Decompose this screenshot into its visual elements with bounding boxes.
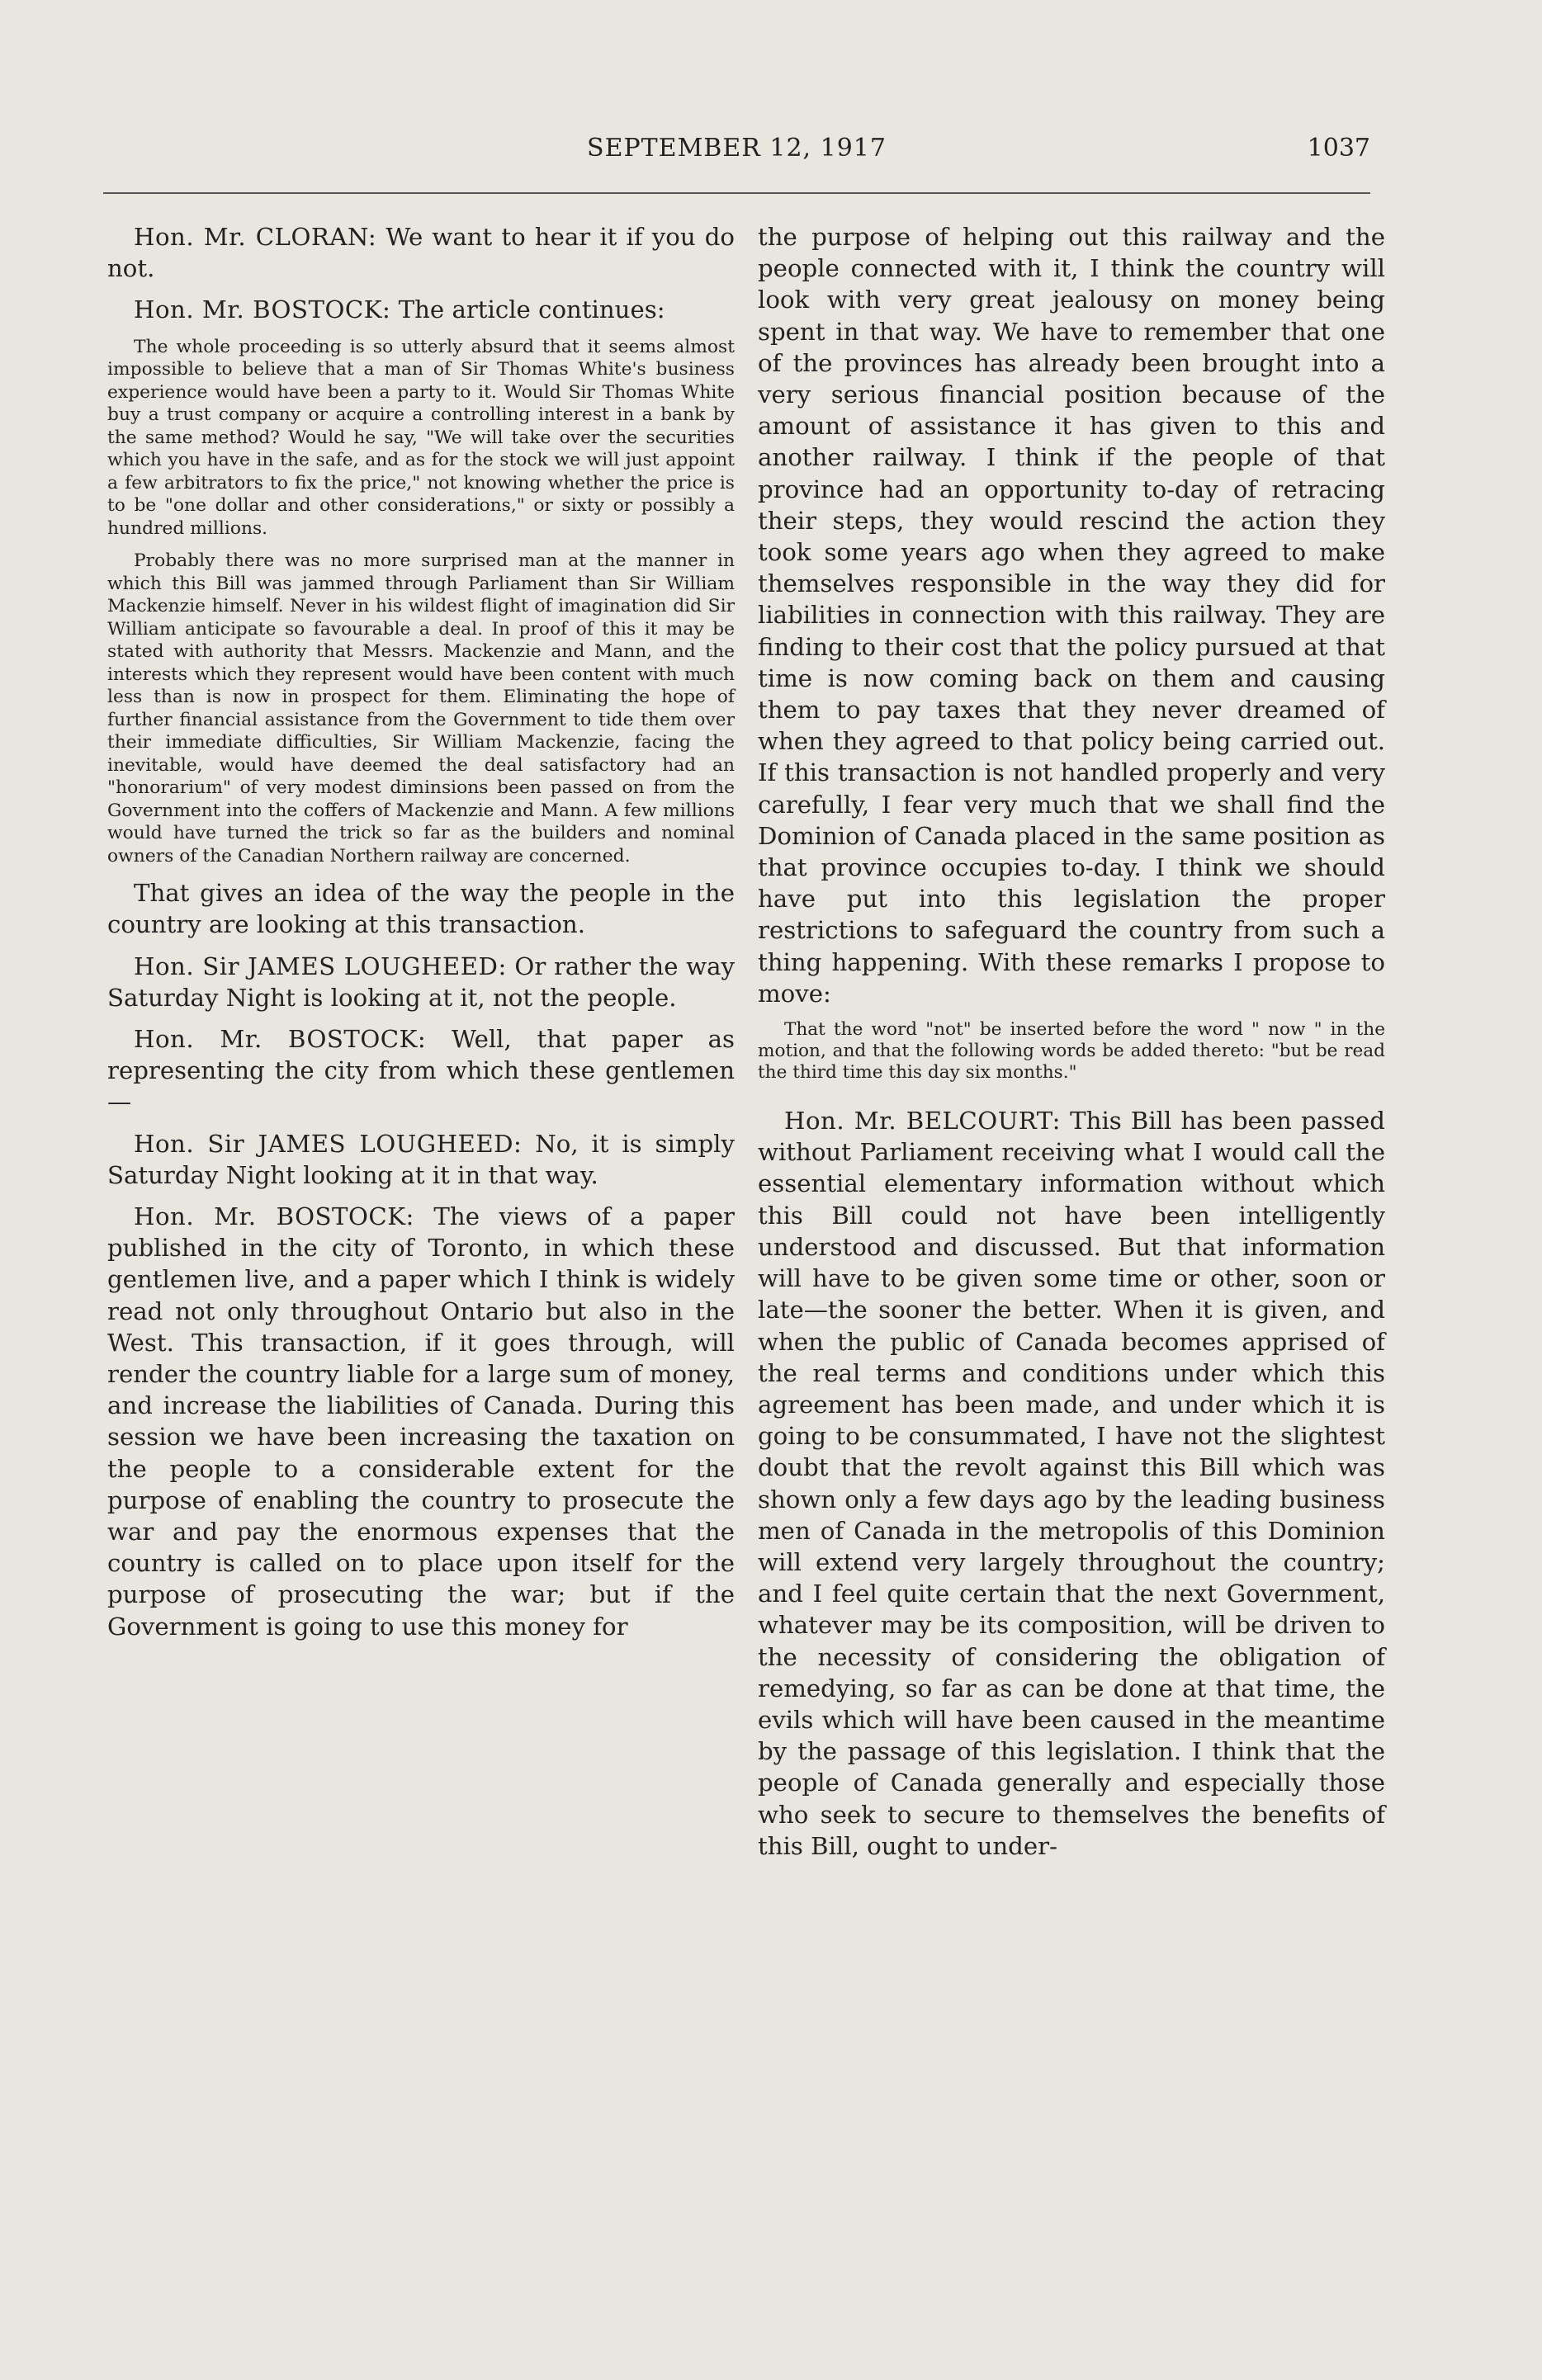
speaker-name: Hon. Mr. CLORAN:: [134, 223, 377, 251]
speaker-name: Hon. Sir JAMES LOUGHEED:: [134, 1129, 523, 1158]
speech-paragraph: [107, 1128, 735, 1191]
speaker-name: Hon. Mr. BOSTOCK:: [134, 1202, 414, 1230]
speaker-name: Hon. Mr. BOSTOCK:: [134, 1024, 427, 1053]
motion-text: That the word "not" be inserted before the word " now " in the motion, and that the following words be added thereto: "but be read the third time this day six months.": [758, 1019, 1385, 1084]
speech-paragraph: the purpose of helping out this railway and the people connected with it, I think the country will look with very great jealousy on money being spent in that way. We have to remember that one of the provinces has already been brought into a very serious financial position because of the amount of assistance it has given to this and another railway. I think if the people of that province had an opportunity to-day of retracing their steps, they would rescind the action they took some years ago when they agreed to make themselves responsible in the way they did for liabilities in connection with this railway. They are finding to their cost that the policy pursued at that time is now coming back on them and causing them to pay taxes that they never dreamed of when they agreed to that policy being carried out. If this transaction is not handled properly and very carefully, I fear very much that we shall find the Dominion of Canada placed in the same position as that province occupies to-day. I think we should have put into this legislation the proper restrictions to safeguard the country from such a thing happening. With these remarks I propose to move:: [758, 223, 1385, 1008]
right-column: [758, 221, 1385, 1872]
speech-paragraph: [107, 294, 735, 325]
speech-paragraph: [758, 1105, 1385, 1862]
quoted-article: The whole proceeding is so utterly absurd that it seems almost impossible to believe that a man of Sir Thomas White's business experience would have been a party to it. Would Sir Thomas White buy a trust company or acquire a controlling interest in a bank by the same method? Would he say, "We will take over the securities which you have in the safe, and as for the stock we will just appoint a few arbitrators to fix the price," not knowing whether the price is to be "one dollar and other considerations," or sixty or possibly a hundred millions.: [107, 336, 735, 539]
speech-paragraph: That gives an idea of the way the people in the country are looking at this transaction.: [107, 879, 735, 939]
speech-text: This Bill has been passed without Parliament receiving what I would call the essential elementary information without which this Bill could not have been intelligently understood and discussed. But that information will have to be given some time or other, soon or late—the sooner the better. When it is given, and when the public of Canada becomes apprised of the real terms and conditions under which this agreement has been made, and under which it is going to be consummated, I have not the slightest doubt that the revolt against this Bill which was shown only a few days ago by the leading business men of Canada in the metropolis of this Dominion will extend very largely throughout the country; and I feel quite certain that the next Government, whatever may be its composition, will be driven to the necessity of considering the obligation of remedying, so far as can be done at that time, the evils which will have been caused in the meantime by the passage of this legislation. I think that the people of Canada generally and especially those who seek to secure to themselves the benefits of this Bill, ought to under-: [758, 1107, 1385, 1860]
speech-paragraph: [107, 1023, 735, 1118]
speech-text: Or rather the way Saturday Night is looking at it, not the people.: [107, 952, 735, 1012]
quoted-article: Probably there was no more surprised man at the manner in which this Bill was jammed through Parliament than Sir William Mackenzie himself. Never in his wildest flight of imagination did Sir William anticipate so favourable a deal. In proof of this it may be stated with authority that Messrs. Mackenzie and Mann, and the interests which they represent would have been content with much less than is now in prospect for them. Eliminating the hope of further financial assistance from the Government to tide them over their immediate difficulties, Sir William Mackenzie, facing the inevitable, would have deemed the deal satisfactory had an "honorarium" of very modest diminsions been passed on from the Government into the coffers of Mackenzie and Mann. A few millions would have turned the trick so far as the builders and nominal owners of the Canadian Northern railway are concerned.: [107, 550, 735, 867]
speech-text: The views of a paper published in the city of Toronto, in which these gentlemen live, and a paper which I think is widely read not only throughout Ontario but also in the West. This transaction, if it goes through, will render the country liable for a large sum of money, and increase the liabilities of Canada. During this session we have been increasing the taxation on the people to a considerable extent for the purpose of enabling the country to prosecute the war and pay the enormous expenses that the country is called on to place upon itself for the purpose of prosecuting the war; but if the Government is going to use this money for: [107, 1202, 735, 1641]
speaker-name: Hon. Mr. BELCOURT:: [784, 1107, 1062, 1136]
left-column: [107, 221, 735, 1652]
speaker-name: Hon. Sir JAMES LOUGHEED:: [134, 952, 507, 980]
header-rule: [103, 192, 1370, 194]
speech-text: No, it is simply Saturday Night looking at it in that way.: [107, 1129, 735, 1189]
speech-paragraph: [107, 1201, 735, 1642]
speech-paragraph: [107, 221, 735, 284]
speaker-name: Hon. Mr. BOSTOCK:: [134, 295, 391, 324]
speech-text: Well, that paper as representing the city from which these gentlemen—: [107, 1024, 735, 1117]
page-date: SEPTEMBER 12, 1917: [587, 134, 887, 163]
speech-text: The article continues:: [390, 295, 665, 324]
speech-text: We want to hear it if you do not.: [107, 223, 735, 283]
speech-paragraph: [107, 951, 735, 1013]
page-header: [103, 124, 1370, 173]
page-number: 1037: [1307, 134, 1370, 163]
